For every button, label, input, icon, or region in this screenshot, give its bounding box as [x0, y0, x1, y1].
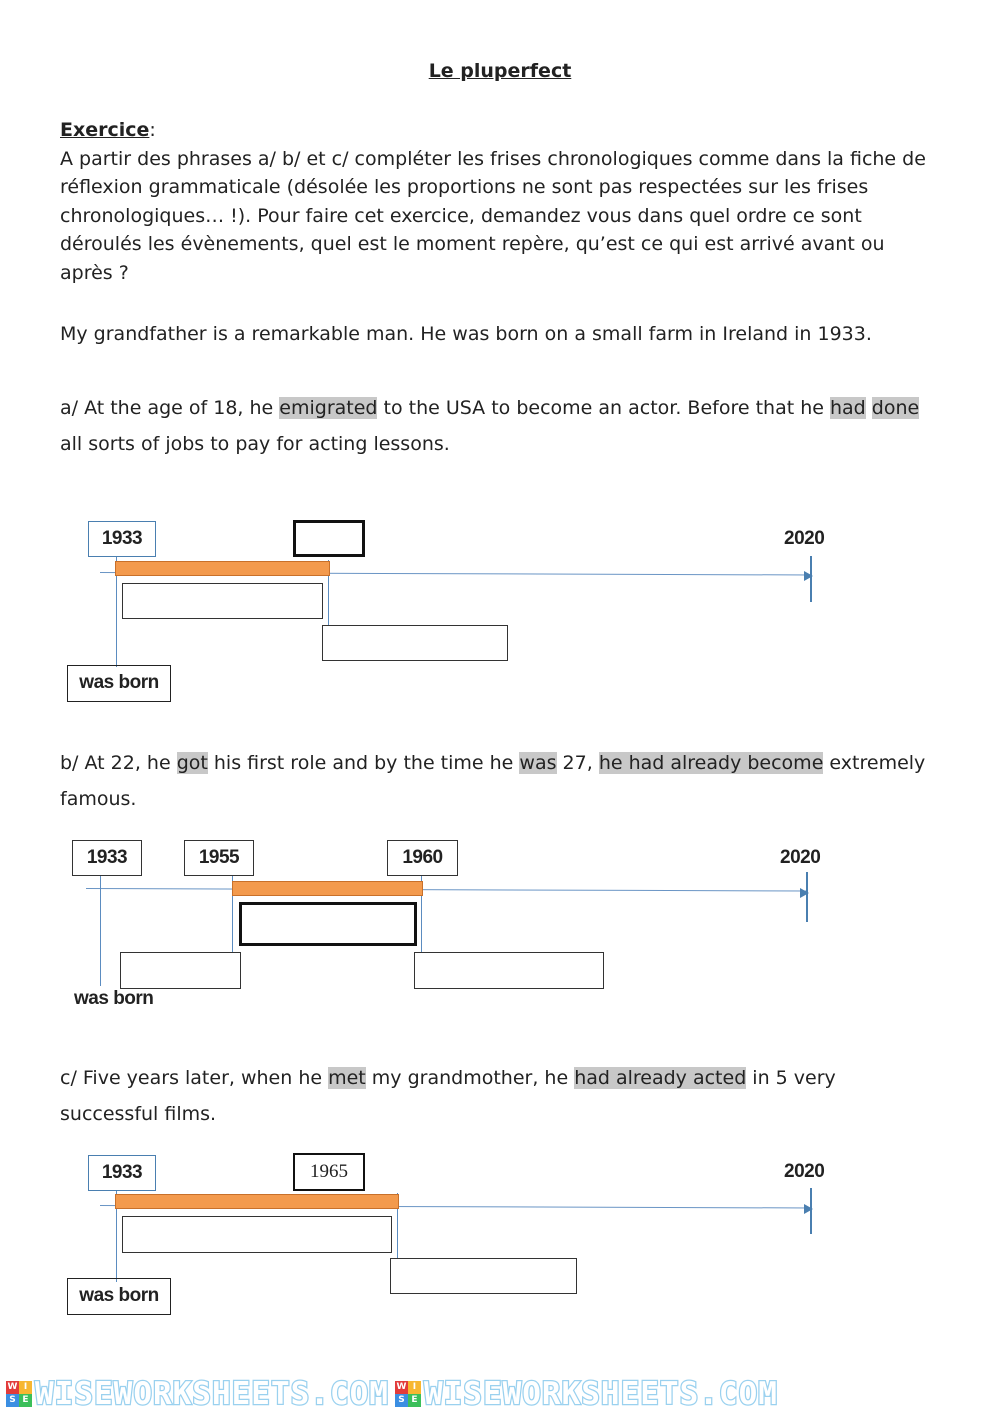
timeline-c-end-tick [810, 1188, 812, 1234]
timeline-b-year-2: 1955 [184, 840, 254, 876]
sentence-b-text-2: his first role and by the time he [207, 752, 520, 774]
timeline-b-answer-2[interactable] [120, 952, 241, 989]
sentence-b-text-4: extremely famous. [60, 752, 926, 810]
logo-icon: W I S E [6, 1381, 32, 1407]
sentence-c-highlight-1: met [328, 1067, 366, 1089]
sentence-c [60, 1060, 940, 1132]
timeline-c-year-2: 1965 [310, 1161, 348, 1182]
sentence-a-highlight-3: done [871, 397, 920, 419]
page-title: Le pluperfect [428, 60, 572, 82]
timeline-b-bar [232, 881, 423, 896]
timeline-a-start-year: 1933 [88, 521, 156, 557]
timeline-c-year-box [293, 1153, 365, 1191]
timeline-c-bar [115, 1194, 399, 1209]
timeline-a-bar [115, 561, 330, 576]
timeline-b-end-year: 2020 [780, 847, 821, 868]
timeline-a-born-label: was born [67, 665, 171, 702]
timeline-c-start-year: 1933 [88, 1155, 156, 1191]
timeline-b-year-3: 1960 [387, 840, 458, 876]
sentence-a-highlight-2: had [829, 397, 866, 419]
sentence-b-highlight-2: was [519, 752, 557, 774]
timeline-b-answer-3[interactable] [414, 952, 604, 989]
timeline-b-answer-1[interactable] [239, 902, 417, 946]
logo-icon-2: W I S E [395, 1381, 421, 1407]
sentence-c-highlight-2: had already acted [574, 1067, 747, 1089]
sentence-a-text-2: to the USA to become an actor. Before that he [377, 397, 830, 419]
sentence-b-highlight-1: got [176, 752, 208, 774]
sentence-c-text-1: c/ Five years later, when he [60, 1067, 329, 1089]
timeline-c-born-label: was born [67, 1278, 171, 1315]
sentence-a-highlight-1: emigrated [279, 397, 378, 419]
timeline-b-born-label: was born [74, 988, 154, 1009]
footer-watermark [0, 1376, 1000, 1413]
footer-brand-1-text: WISEWORKSHEETS.COM [35, 1376, 389, 1412]
timeline-b-start-line [100, 876, 101, 986]
sentence-b-highlight-3: he had already become [598, 752, 824, 774]
instructions-text: A partir des phrases a/ b/ et c/ compléter les frises chronologiques comme dans la fiche de réflexion grammaticale (désolée les proportions ne sont pas respectées sur les frises chronologiques… !). Pour faire cet exercice, demandez vous dans quel ordre ce sont déroulés les évènements, quel est le moment repère, qu’est ce qui est arrivé avant ou après ? [60, 147, 926, 284]
sentence-c-text-2: my grandmother, he [365, 1067, 575, 1089]
timeline-c-answer-1[interactable] [122, 1216, 392, 1253]
timeline-b-end-tick [806, 872, 808, 922]
timeline-a-end-tick [810, 556, 812, 602]
timeline-b-start-year: 1933 [72, 840, 142, 876]
exercise-label: Exercice [60, 119, 150, 141]
timeline-a-year-answer[interactable] [293, 520, 365, 557]
timeline-a-end-year: 2020 [784, 528, 825, 549]
footer-brand-2-text: WISEWORKSHEETS.COM [423, 1376, 778, 1412]
timeline-a-answer-1[interactable] [122, 583, 323, 619]
sentence-c-text-3: in 5 very successful films. [60, 1067, 836, 1125]
footer-brand-1 [35, 1376, 389, 1412]
footer-brand-2 [424, 1376, 778, 1412]
sentence-a-text-1: a/ At the age of 18, he [60, 397, 280, 419]
sentence-b-text-3: 27, [556, 752, 599, 774]
timeline-c-end-year: 2020 [784, 1161, 825, 1182]
intro-text: My grandfather is a remarkable man. He was born on a small farm in Ireland in 1933. [60, 323, 872, 345]
sentence-b [60, 745, 940, 817]
timeline-c-answer-2[interactable] [390, 1258, 577, 1294]
timeline-a-answer-2[interactable] [322, 625, 508, 661]
exercise-instructions [60, 116, 940, 287]
timeline-b-axis [86, 888, 808, 892]
sentence-a-text-4: all sorts of jobs to pay for acting lessons. [60, 433, 450, 455]
exercise-colon: : [149, 119, 156, 141]
sentence-a-text-3 [866, 397, 872, 419]
sentence-b-text-1: b/ At 22, he [60, 752, 177, 774]
sentence-a [60, 390, 940, 462]
